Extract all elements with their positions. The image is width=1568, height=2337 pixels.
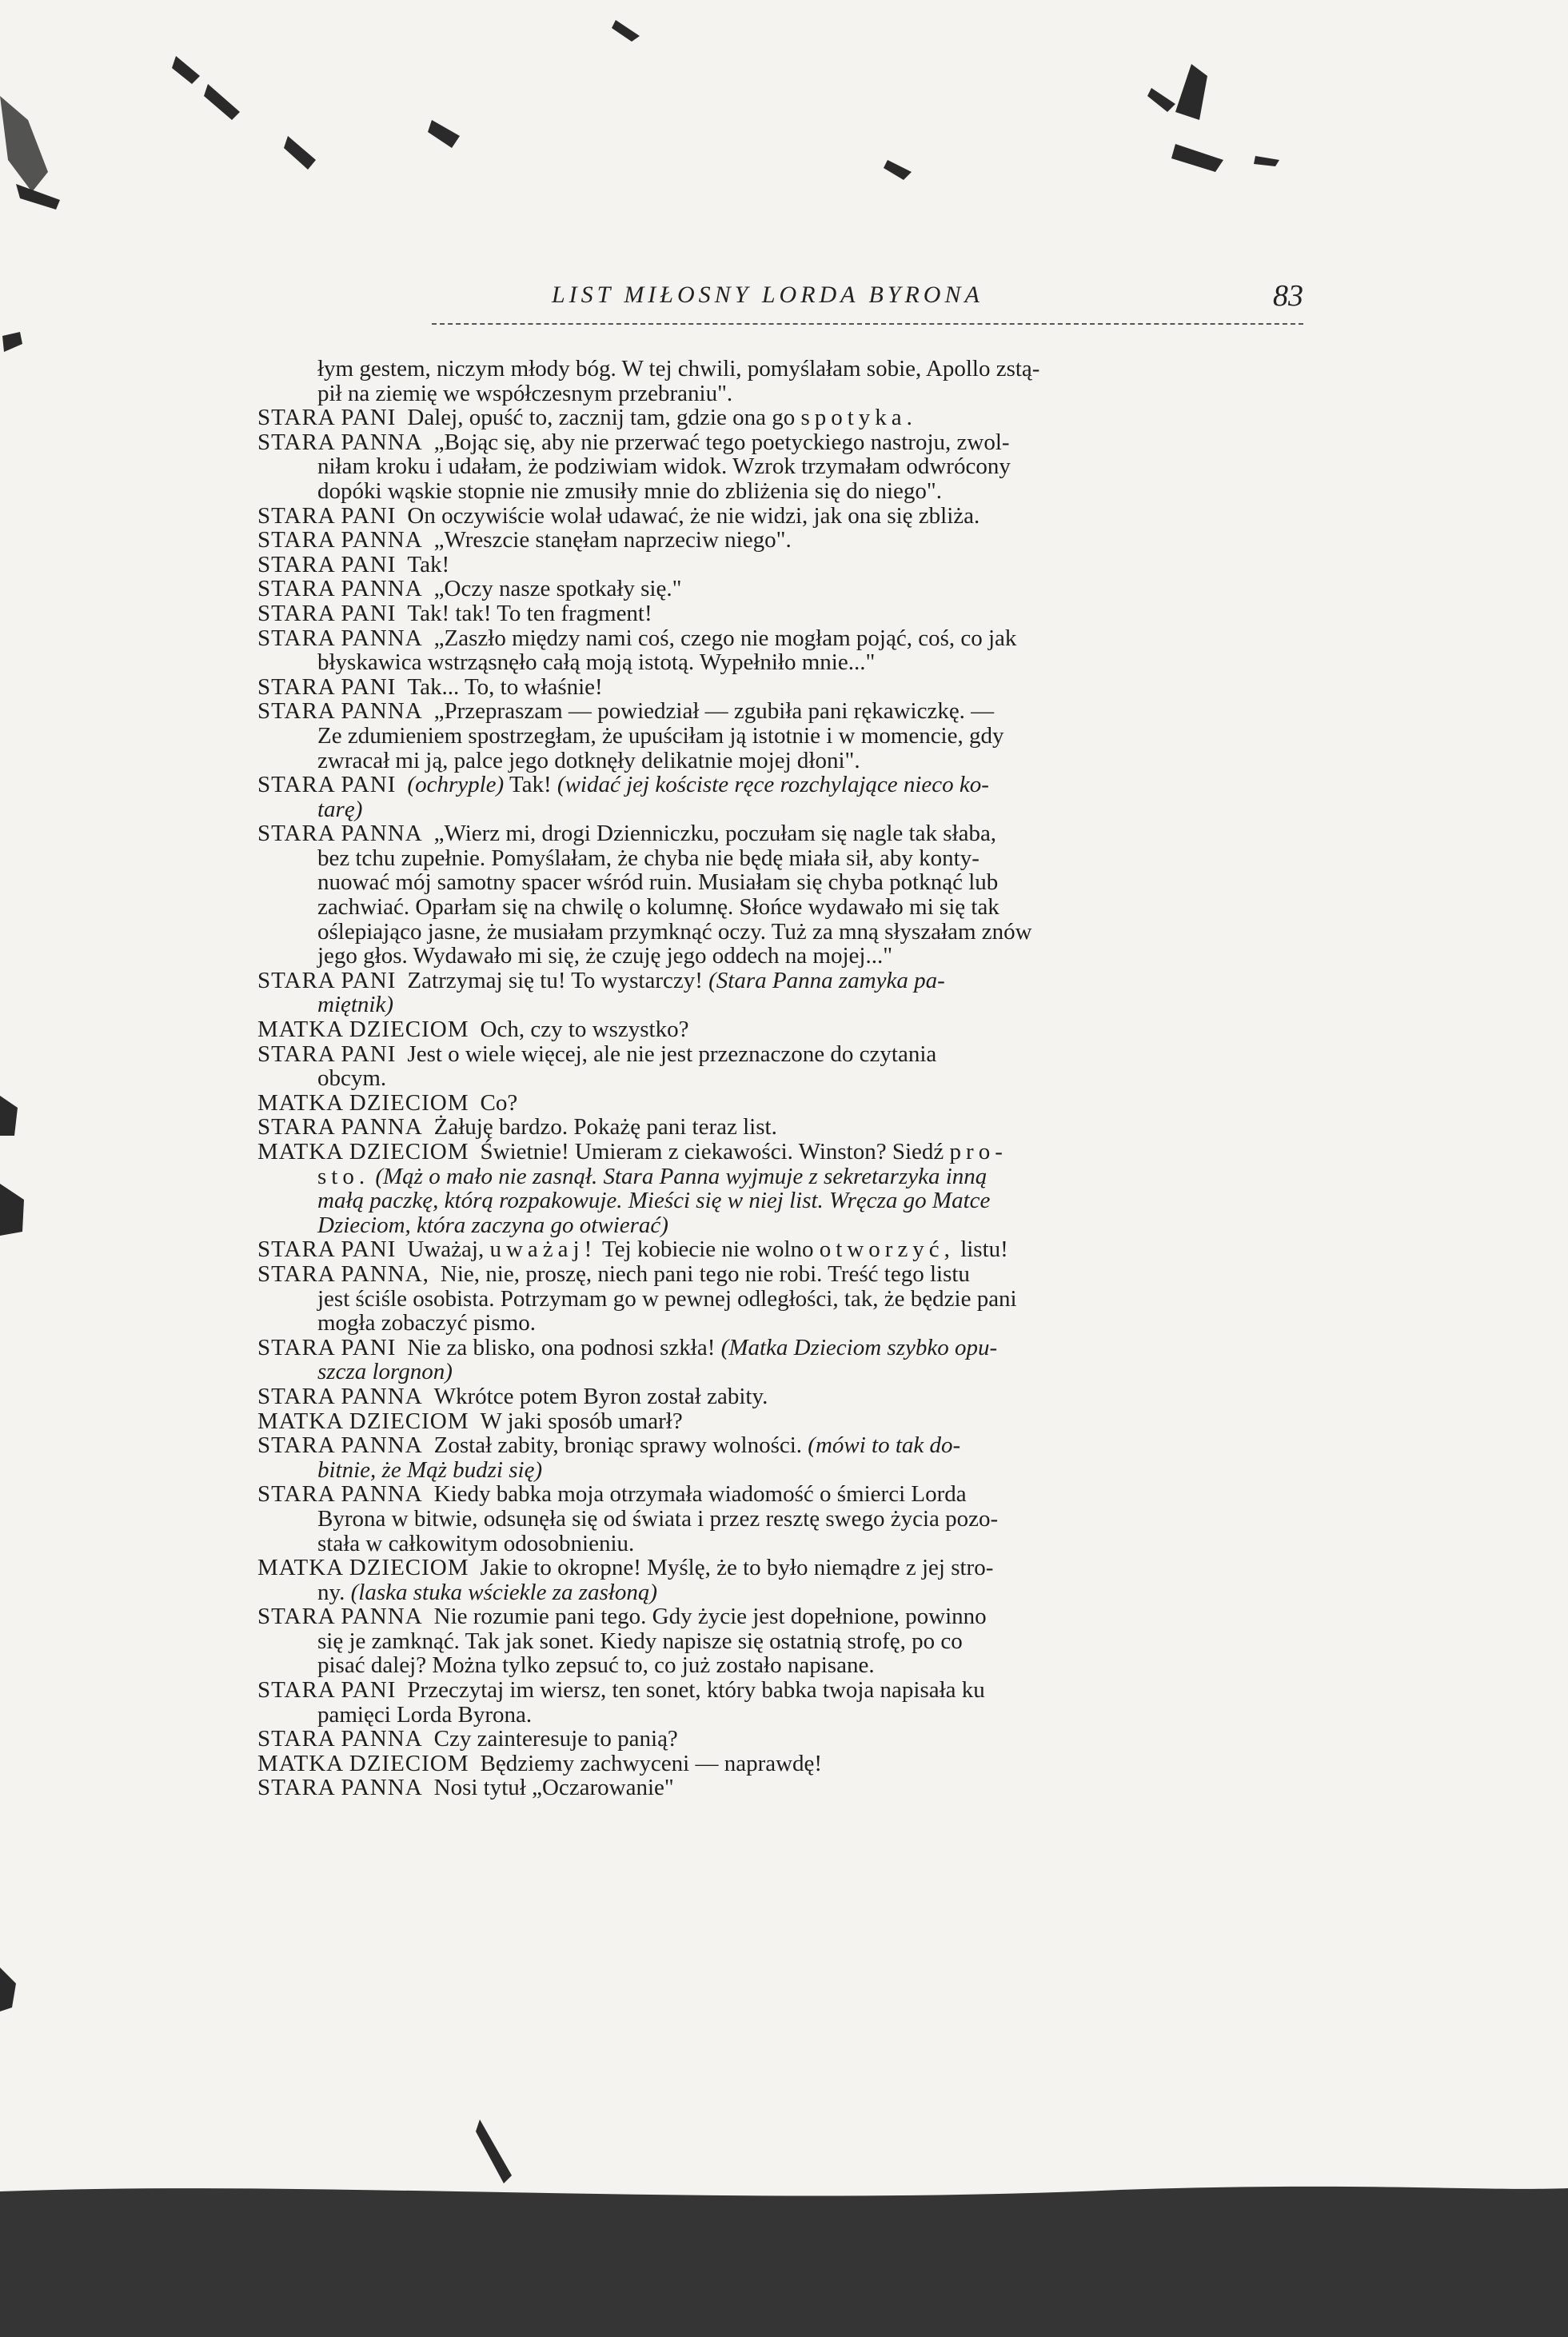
dialogue-line: STARA PANNA Został zabity, broniąc sprawy wolności. (mówi to tak do- (257, 1432, 961, 1459)
dialogue-line: STARA PANNA Kiedy babka moja otrzymała wiadomość o śmierci Lorda (257, 1481, 967, 1508)
speaker-name: MATKA DZIECIOM (257, 1555, 469, 1581)
text-line: ny. (laska stuka wściekle za zasłoną) (317, 1579, 658, 1605)
text-line: pamięci Lorda Byrona. (317, 1701, 533, 1728)
dialogue-line: STARA PANNA, Nie, nie, proszę, niech pani tego nie robi. Treść tego listu (257, 1260, 970, 1287)
stage-direction: (widać jej kościste ręce rozchylające nieco ko- (557, 772, 989, 798)
text-line: jest ściśle osobista. Potrzymam go w pewnej odległości, tak, że będzie pani (317, 1285, 1017, 1312)
stage-direction: (mówi to tak do- (808, 1432, 961, 1459)
speaker-name: STARA PANNA (257, 1383, 423, 1409)
speaker-name: STARA PANI (257, 673, 397, 700)
speaker-name: STARA PANNA (257, 1481, 423, 1508)
text-line: zwracał mi ją, palce jego dotknęły delikatnie mojej dłoni". (317, 747, 860, 773)
speaker-name: STARA PANNA (257, 429, 423, 455)
text-line: Ze zdumieniem spostrzegłam, że upuściłam ją istotnie i w momencie, gdy (317, 722, 1004, 749)
speaker-name: STARA PANI (257, 600, 397, 626)
dialogue-line: STARA PANNA Nie rozumie pani tego. Gdy życie jest dopełnione, powinno (257, 1604, 987, 1630)
stage-direction: (laska stuka wściekle za zasłoną) (350, 1579, 658, 1605)
dialogue-line: STARA PANNA „Wierz mi, drogi Dzienniczku, poczułam się nagle tak słaba, (257, 821, 997, 847)
dialogue-line: MATKA DZIECIOM W jaki sposób umarł? (257, 1408, 683, 1434)
stage-direction: (Matka Dzieciom szybko opu- (720, 1334, 998, 1360)
dialogue-line: STARA PANI Przeczytaj im wiersz, ten sonet, który babka twoja napisała ku (257, 1677, 985, 1704)
stage-direction: małą paczkę, którą rozpakowuje. Mieści się w niej list. Wręcza go Matce (317, 1188, 991, 1214)
text-line: zachwiać. Oparłam się na chwilę o kolumnę. Słońce wydawało mi się tak (317, 894, 999, 921)
speaker-name: MATKA DZIECIOM (257, 1089, 469, 1116)
speaker-name: STARA PANI (257, 1677, 397, 1704)
speaker-name: STARA PANNA (257, 1432, 423, 1459)
speaker-name: STARA PANNA (257, 698, 423, 725)
stage-direction: tarę) (317, 796, 363, 822)
text-line: się je zamknąć. Tak jak sonet. Kiedy napisze się ostatnią strofę, po co (317, 1628, 963, 1654)
speaker-name: STARA PANI (257, 1236, 397, 1263)
speaker-name: STARA PANNA (257, 1604, 423, 1630)
dialogue-line: MATKA DZIECIOM Co? (257, 1089, 518, 1116)
page-header (264, 279, 1303, 318)
text-line: obcym. (317, 1065, 387, 1092)
speaker-name: MATKA DZIECIOM (257, 1750, 469, 1776)
dialogue-line: STARA PANNA Nosi tytuł „Oczarowanie" (257, 1775, 674, 1801)
speaker-name: STARA PANNA (257, 527, 423, 553)
text-line: Byrona w bitwie, odsunęła się od świata i przez resztę swego życia pozo- (317, 1505, 999, 1532)
dialogue-line: STARA PANNA Żałuję bardzo. Pokażę pani teraz list. (257, 1114, 777, 1141)
dialogue-line: MATKA DZIECIOM Och, czy to wszystko? (257, 1017, 689, 1043)
text-line: nuować mój samotny spacer wśród ruin. Musiałam się chyba potknąć lub (317, 869, 999, 896)
text-line: pił na ziemię we współczesnym przebraniu". (317, 380, 733, 406)
speaker-name: MATKA DZIECIOM (257, 1017, 469, 1043)
text-line: łym gestem, niczym młody bóg. W tej chwili, pomyślałam sobie, Apollo zstą- (317, 356, 1040, 382)
speaker-name: MATKA DZIECIOM (257, 1139, 469, 1165)
dialogue-line: STARA PANI On oczywiście wolał udawać, że nie widzi, jak ona się zbliża. (257, 502, 980, 529)
dialogue-line: STARA PANNA „Wreszcie stanęłam naprzeciw niego". (257, 527, 792, 553)
dialogue-line: STARA PANNA „Zaszło między nami coś, czego nie mogłam pojąć, coś, co jak (257, 625, 1017, 651)
dialogue-line: STARA PANI (ochryple) Tak! (widać jej kościste ręce rozchylające nieco ko- (257, 772, 989, 798)
dialogue-line: MATKA DZIECIOM Będziemy zachwyceni — naprawdę! (257, 1750, 823, 1776)
text-line: mogła zobaczyć pismo. (317, 1310, 536, 1336)
dialogue-line: STARA PANI Zatrzymaj się tu! To wystarczy! (Stara Panna zamyka pa- (257, 967, 945, 993)
text-line: pisać dalej? Można tylko zepsuć to, co już zostało napisane. (317, 1652, 875, 1679)
dialogue-line: STARA PANI Uważaj, uważaj! Tej kobiecie nie wolno otworzyć, listu! (257, 1236, 1008, 1263)
speaker-name: STARA PANNA (257, 625, 423, 651)
stage-direction: szcza lorgnon) (317, 1359, 453, 1385)
dialogue-line: MATKA DZIECIOM Świetnie! Umieram z ciekawości. Winston? Siedź pro- (257, 1139, 1007, 1165)
stage-direction: (ochryple) (407, 772, 505, 798)
text-line: stała w całkowitym odosobnieniu. (317, 1530, 635, 1556)
dialogue-line: STARA PANI Tak! (257, 551, 450, 577)
dialogue-line: STARA PANNA Wkrótce potem Byron został zabity. (257, 1383, 768, 1409)
speaker-name: STARA PANI (257, 502, 397, 529)
speaker-name: STARA PANI (257, 551, 397, 577)
dialogue-line: STARA PANNA „Oczy nasze spotkały się." (257, 576, 682, 602)
dialogue-line: STARA PANNA „Bojąc się, aby nie przerwać tego poetyckiego nastroju, zwol- (257, 429, 1010, 455)
dialogue-line: STARA PANNA „Przepraszam — powiedział — zgubiła pani rękawiczkę. — (257, 698, 995, 725)
stage-direction: (Mąż o mało nie zasnął. Stara Panna wyjmuje z sekretarzyka inną (375, 1163, 987, 1189)
speaker-name: STARA PANNA (257, 1114, 423, 1141)
text-line: błyskawica wstrząsnęło całą moją istotą. Wypełniło mnie..." (317, 649, 876, 676)
speaker-name: STARA PANI (257, 1334, 397, 1360)
stage-direction: bitnie, że Mąż budzi się) (317, 1456, 543, 1483)
page-number: 83 (1273, 279, 1303, 313)
speaker-name: STARA PANNA (257, 576, 423, 602)
speaker-name: STARA PANNA (257, 1726, 423, 1752)
dialogue-line: STARA PANI Dalej, opuść to, zacznij tam, gdzie ona go spotyka. (257, 405, 917, 431)
text-line: bez tchu zupełnie. Pomyślałam, że chyba nie będę miała sił, aby konty- (317, 845, 980, 871)
running-title: LIST MIŁOSNY LORDA BYRONA (552, 282, 983, 308)
stage-direction: miętnik) (317, 992, 394, 1018)
dialogue-line: STARA PANNA Czy zainteresuje to panią? (257, 1726, 678, 1752)
stage-direction: Dzieciom, która zaczyna go otwierać) (317, 1212, 668, 1238)
speaker-name: STARA PANNA, (257, 1260, 429, 1287)
text-line: oślepiająco jasne, że musiałam przymknąć oczy. Tuż za mną słyszałam znów (317, 918, 1032, 945)
text-line: dopóki wąskie stopnie nie zmusiły mnie do zbliżenia się do niego". (317, 477, 942, 504)
speaker-name: STARA PANI (257, 1041, 397, 1067)
speaker-name: MATKA DZIECIOM (257, 1408, 469, 1434)
text-line: sto. (Mąż o mało nie zasnął. Stara Panna wyjmuje z sekretarzyka inną (317, 1163, 987, 1189)
speaker-name: STARA PANI (257, 967, 397, 993)
dialogue-line: STARA PANI Tak! tak! To ten fragment! (257, 600, 652, 626)
play-text (257, 357, 1305, 1800)
header-rule (432, 323, 1303, 325)
speaker-name: STARA PANI (257, 772, 397, 798)
dialogue-line: STARA PANI Jest o wiele więcej, ale nie jest przeznaczone do czytania (257, 1041, 937, 1067)
speaker-name: STARA PANNA (257, 1775, 423, 1801)
speaker-name: STARA PANI (257, 405, 397, 431)
speaker-name: STARA PANNA (257, 821, 423, 847)
dialogue-line: MATKA DZIECIOM Jakie to okropne! Myślę, że to było niemądre z jej stro- (257, 1555, 994, 1581)
dialogue-line: STARA PANI Tak... To, to właśnie! (257, 673, 603, 700)
text-line: jego głos. Wydawało mi się, że czuję jego oddech na mojej..." (317, 943, 893, 969)
stage-direction: (Stara Panna zamyka pa- (708, 967, 945, 993)
dialogue-line: STARA PANI Nie za blisko, ona podnosi szkła! (Matka Dzieciom szybko opu- (257, 1334, 998, 1360)
text-line: niłam kroku i udałam, że podziwiam widok. Wzrok trzymałam odwrócony (317, 453, 1011, 480)
